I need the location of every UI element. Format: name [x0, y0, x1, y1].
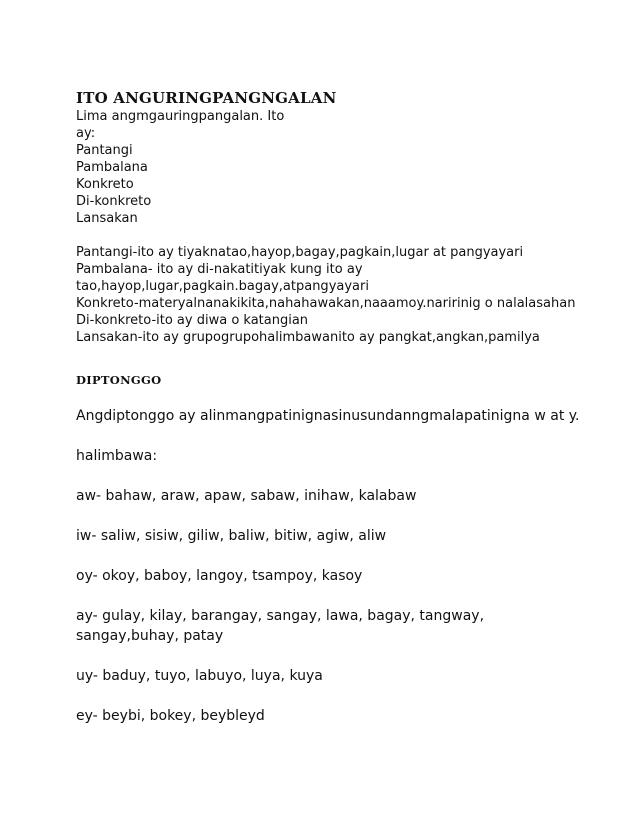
type-list-item: Di-konkreto — [76, 194, 152, 209]
example-line: uy- baduy, tuyo, labuyo, luya, kuya — [76, 668, 323, 684]
examples-label: halimbawa: — [76, 448, 158, 464]
definition-line: Pantangi-ito ay tiyaknatao,hayop,bagay,pagkain,lugar at pangyayari — [76, 245, 524, 260]
diptonggo-section — [76, 372, 616, 726]
type-list-item: Lansakan — [76, 211, 138, 226]
type-list-item: Pantangi — [76, 143, 133, 158]
section-heading: ITO ANGURINGPANGNGALAN — [76, 89, 337, 107]
example-line: ay- gulay, kilay, barangay, sangay, lawa, bagay, tangway, sangay,buhay, patay — [76, 608, 485, 644]
uri-ng-pangngalan-section — [76, 88, 616, 346]
section-heading: DIPTONGGO — [76, 373, 162, 387]
paragraph-spacer — [76, 227, 616, 244]
intro-line: ay: — [76, 126, 96, 141]
definition-line: Konkreto-materyalnanakikita,nahahawakan,naaamoy.naririnig o nalalasahan — [76, 296, 576, 311]
example-line: iw- saliw, sisiw, giliw, baliw, bitiw, agiw, aliw — [76, 528, 387, 544]
type-list-item: Konkreto — [76, 177, 134, 192]
example-line: aw- bahaw, araw, apaw, sabaw, inihaw, kalabaw — [76, 488, 417, 504]
example-line: ey- beybi, bokey, beybleyd — [76, 708, 265, 724]
definition-line: Pambalana- ito ay di-nakatitiyak kung ito ay — [76, 262, 363, 277]
definition-line: Lansakan-ito ay grupogrupohalimbawanito ay pangkat,angkan,pamilya — [76, 330, 540, 345]
example-line: oy- okoy, baboy, langoy, tsampoy, kasoy — [76, 568, 363, 584]
definition-paragraph: Angdiptonggo ay alinmangpatinignasinusundanngmalapatinigna w at y. — [76, 408, 580, 424]
type-list-item: Pambalana — [76, 160, 148, 175]
intro-line: Lima angmgauringpangalan. Ito — [76, 109, 285, 124]
definition-line: Di-konkreto-ito ay diwa o katangian — [76, 313, 309, 328]
definition-line: tao,hayop,lugar,pagkain.bagay,atpangyayari — [76, 279, 369, 294]
